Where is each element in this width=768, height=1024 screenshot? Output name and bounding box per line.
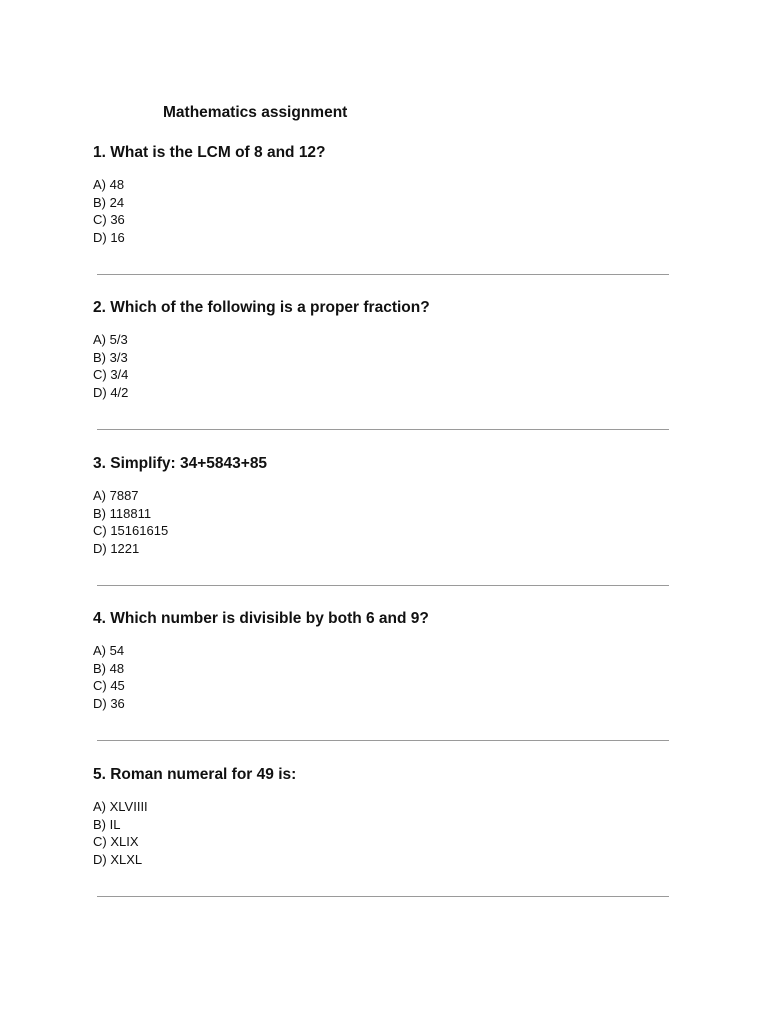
answer-option: B) 118811 bbox=[93, 505, 152, 521]
answer-option: C) XLIX bbox=[93, 834, 139, 850]
answer-option: C) 45 bbox=[93, 678, 125, 694]
answer-option: B) 48 bbox=[93, 660, 125, 676]
question-1 bbox=[93, 143, 673, 247]
answer-options bbox=[93, 331, 673, 402]
answer-options bbox=[93, 642, 673, 713]
answer-option: D) 16 bbox=[93, 230, 125, 246]
answer-option: D) 36 bbox=[93, 696, 125, 712]
question-text: 1. What is the LCM of 8 and 12? bbox=[93, 144, 326, 161]
question-3 bbox=[93, 454, 673, 558]
answer-options bbox=[93, 176, 673, 247]
answer-option: A) 48 bbox=[93, 177, 125, 192]
question-2 bbox=[93, 298, 673, 402]
question-5 bbox=[93, 765, 673, 869]
question-text: 5. Roman numeral for 49 is: bbox=[93, 766, 297, 783]
answer-option: C) 15161615 bbox=[93, 523, 169, 539]
answer-option: D) 1221 bbox=[93, 541, 140, 557]
answer-option: B) IL bbox=[93, 816, 121, 832]
answer-option: A) 7887 bbox=[93, 488, 139, 503]
answer-option: A) 54 bbox=[93, 643, 125, 658]
answer-option: D) 4/2 bbox=[93, 385, 129, 401]
document-title: Mathematics assignment bbox=[163, 104, 348, 121]
section-divider bbox=[97, 274, 669, 275]
answer-option: D) XLXL bbox=[93, 852, 143, 868]
answer-option: A) 5/3 bbox=[93, 332, 128, 347]
question-text: 2. Which of the following is a proper fraction? bbox=[93, 299, 430, 316]
section-divider bbox=[97, 429, 669, 430]
question-4 bbox=[93, 609, 673, 713]
answer-options bbox=[93, 798, 673, 869]
section-divider bbox=[97, 585, 669, 586]
answer-option: B) 24 bbox=[93, 194, 125, 210]
answer-option: C) 36 bbox=[93, 212, 125, 228]
section-divider bbox=[97, 896, 669, 897]
answer-options bbox=[93, 487, 673, 558]
question-text: 4. Which number is divisible by both 6 and 9? bbox=[93, 610, 429, 627]
answer-option: C) 3/4 bbox=[93, 367, 129, 383]
question-text: 3. Simplify: 34+5843+85 bbox=[93, 455, 268, 472]
answer-option: B) 3/3 bbox=[93, 349, 128, 365]
section-divider bbox=[97, 740, 669, 741]
answer-option: A) XLVIIII bbox=[93, 799, 148, 814]
